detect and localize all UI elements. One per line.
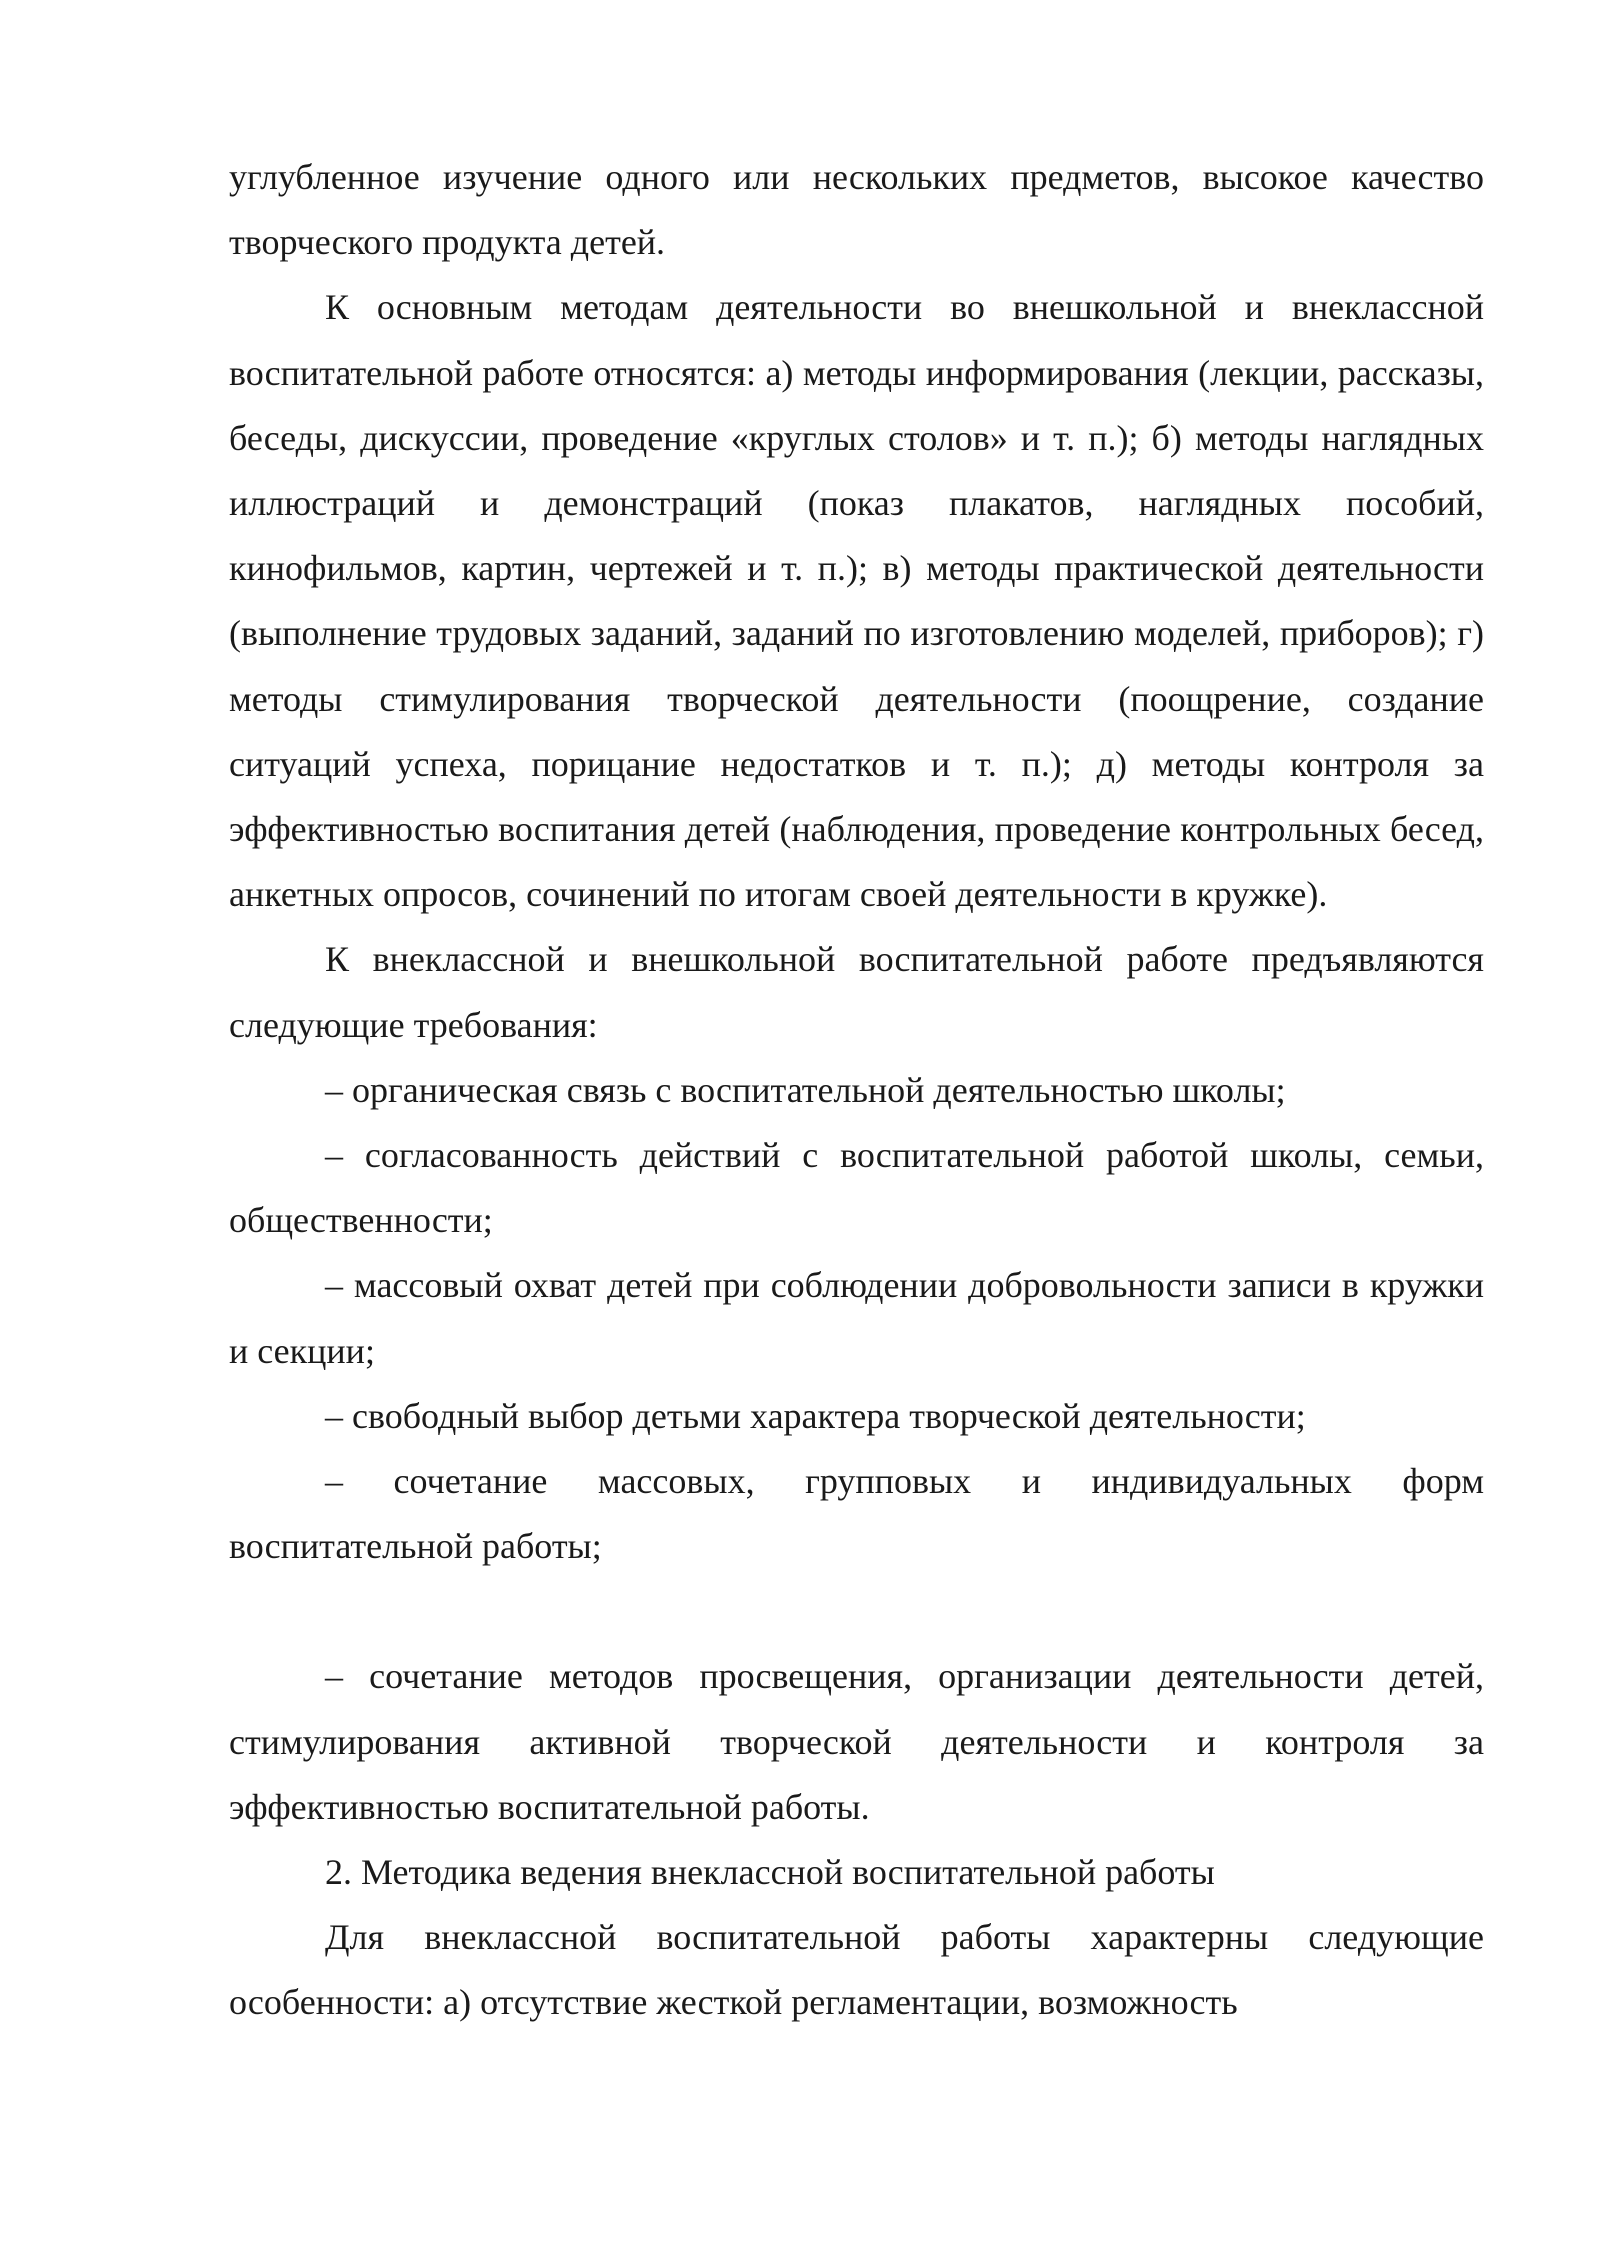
requirement-item-6: – сочетание методов просвещения, организации деятельности детей, стимулирования активной творческой деятельности и контроля за эффективностью воспитательной работы. <box>229 1656 1484 1827</box>
paragraph-features: Для внеклассной воспитательной работы характерны следующие особенности: а) отсутствие жесткой регламентации, возможность <box>229 1917 1484 2023</box>
requirement-item-5: – сочетание массовых, групповых и индивидуальных форм воспитательной работы; <box>229 1461 1484 1567</box>
paragraph-methods: К основным методам деятельности во внешкольной и внеклассной воспитательной работе относятся: а) методы информирования (лекции, рассказы, беседы, дискуссии, проведение «круглых столов» и т. п.); б) методы наглядных иллюстраций и демонстраций (показ плакатов, наглядных пособий, кинофильмов, картин, чертежей и т. п.); в) методы практической деятельности (выполнение трудовых заданий, заданий по изготовлению моделей, приборов); г) методы стимулирования творческой деятельности (поощрение, создание ситуаций успеха, порицание недостатков и т. п.); д) методы контроля за эффективностью воспитания детей (наблюдения, проведение контрольных бесед, анкетных опросов, сочинений по итогам своей деятельности в кружке). <box>229 287 1484 915</box>
paragraph-continuation: углубленное изучение одного или нескольких предметов, высокое качество творческого продукта детей. <box>229 157 1484 263</box>
paragraph-requirements-intro: К внеклассной и внешкольной воспитательной работе предъявляются следующие требования: <box>229 939 1484 1045</box>
requirement-item-3: – массовый охват детей при соблюдении добровольности записи в кружки и секции; <box>229 1265 1484 1371</box>
requirement-item-2: – согласованность действий с воспитательной работой школы, семьи, общественности; <box>229 1135 1484 1241</box>
requirement-item-4: – свободный выбор детьми характера творческой деятельности; <box>325 1395 1306 1436</box>
document-body <box>229 145 1484 2036</box>
requirement-item-1: – органическая связь с воспитательной деятельностью школы; <box>325 1069 1286 1110</box>
section-heading: 2. Методика ведения внеклассной воспитательной работы <box>325 1852 1215 1893</box>
blank-line <box>229 1579 1484 1644</box>
